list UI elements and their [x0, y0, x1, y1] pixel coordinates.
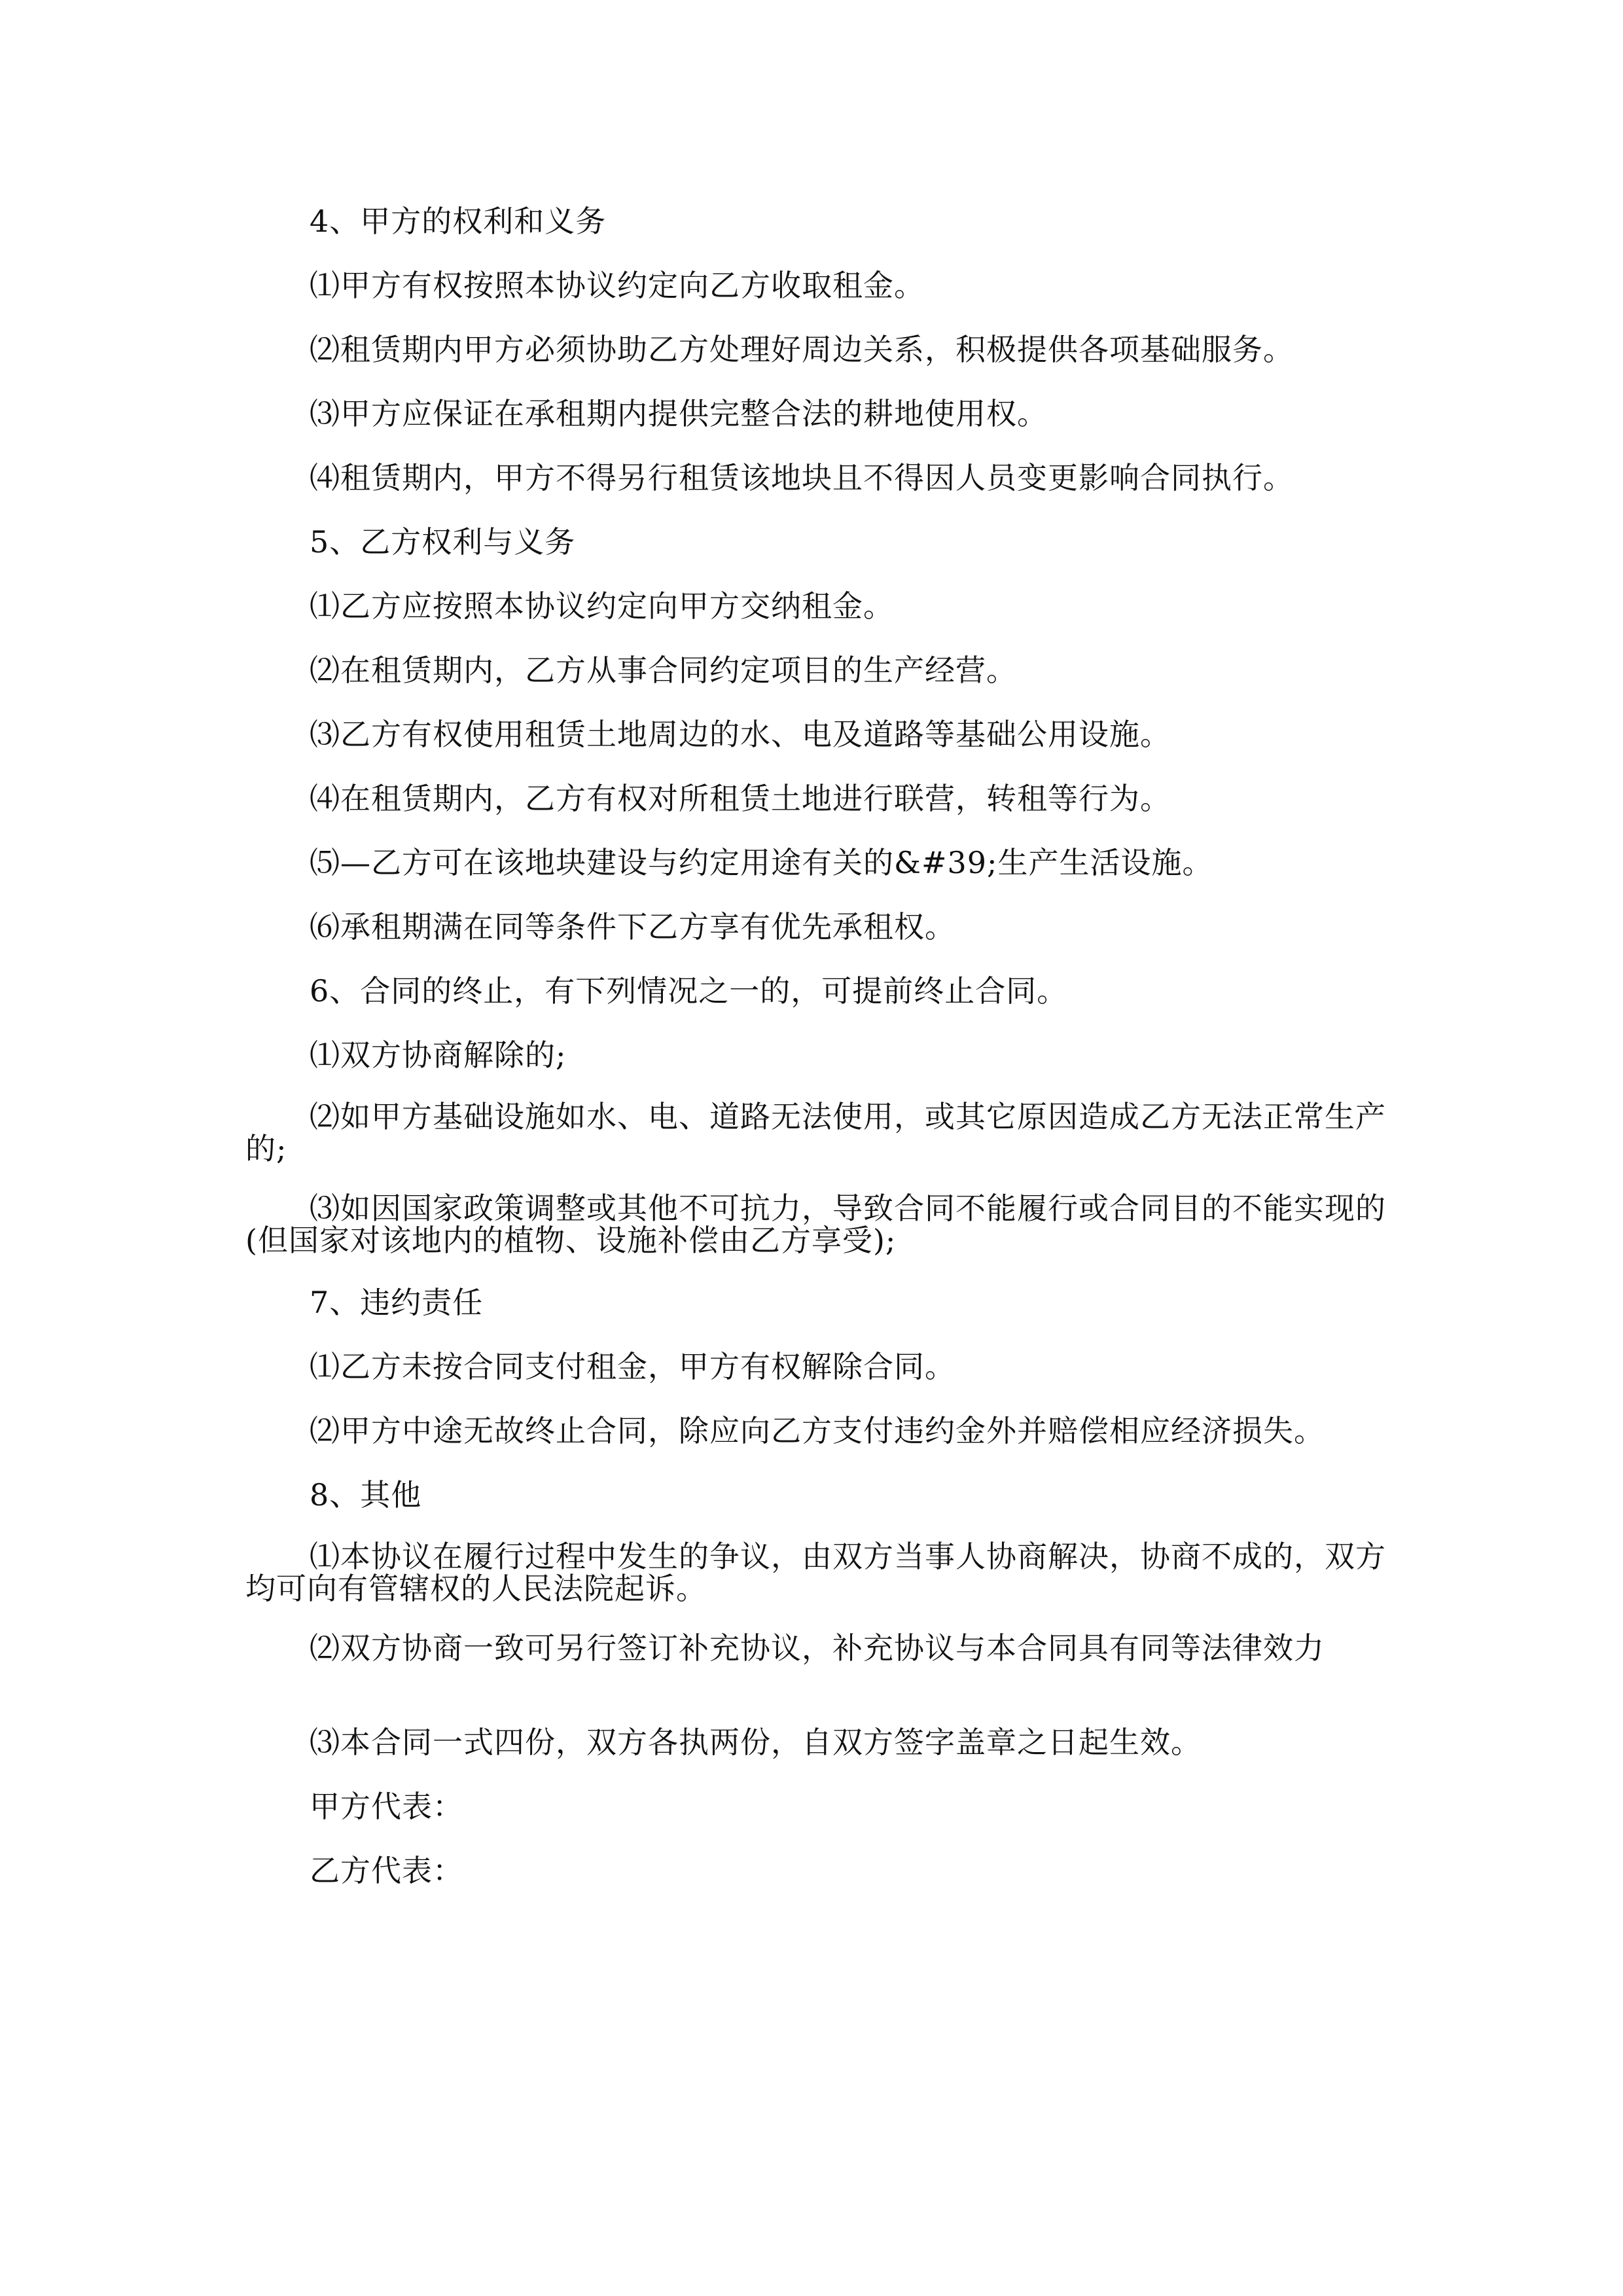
clause-8-3: ⑶本合同一式四份，双方各执两份，自双方签字盖章之日起生效。 — [310, 1725, 1202, 1760]
clause-7-2: ⑵甲方中途无故终止合同，除应向乙方支付违约金外并赔偿相应经济损失。 — [310, 1413, 1325, 1448]
clause-5-4: ⑷在租赁期内，乙方有权对所租赁土地进行联营，转租等行为。 — [310, 781, 1171, 816]
clause-4-2: ⑵租赁期内甲方必须协助乙方处理好周边关系，积极提供各项基础服务。 — [310, 332, 1294, 367]
clause-8-2: ⑵双方协商一致可另行签订补充协议，补充协议与本合同具有同等法律效力 — [310, 1630, 1325, 1666]
document-body — [245, 203, 1404, 1916]
clause-7-1: ⑴乙方未按合同支付租金，甲方有权解除合同。 — [310, 1349, 955, 1384]
clause-6-1: ⑴双方协商解除的; — [310, 1037, 567, 1073]
section-heading-8: 8、其他 — [310, 1477, 422, 1513]
clause-4-3: ⑶甲方应保证在承租期内提供完整合法的耕地使用权。 — [310, 396, 1048, 431]
section-heading-5: 5、乙方权利与义务 — [310, 524, 576, 560]
section-heading-6: 6、合同的终止，有下列情况之一的，可提前终止合同。 — [310, 973, 1068, 1009]
party-b-representative: 乙方代表： — [310, 1853, 463, 1888]
section-heading-4: 4、甲方的权利和义务 — [310, 204, 607, 239]
clause-5-5: ⑸—乙方可在该地块建设与约定用途有关的&#39;生产生活设施。 — [310, 845, 1213, 880]
clause-4-1: ⑴甲方有权按照本协议约定向乙方收取租金。 — [310, 268, 925, 303]
clause-5-1: ⑴乙方应按照本协议约定向甲方交纳租金。 — [310, 588, 894, 624]
clause-4-4: ⑷租赁期内，甲方不得另行租赁该地块且不得因人员变更影响合同执行。 — [310, 460, 1294, 495]
clause-8-1: ⑴本协议在履行过程中发生的争议，由双方当事人协商解决，协商不成的，双方均可向有管辖权的人民法院起诉。 — [245, 1539, 1386, 1606]
clause-5-6: ⑹承租期满在同等条件下乙方享有优先承租权。 — [310, 909, 955, 944]
clause-5-2: ⑵在租赁期内，乙方从事合同约定项目的生产经营。 — [310, 653, 1017, 688]
clause-5-3: ⑶乙方有权使用租赁土地周边的水、电及道路等基础公用设施。 — [310, 717, 1171, 752]
party-a-representative: 甲方代表： — [310, 1789, 463, 1824]
section-heading-7: 7、违约责任 — [310, 1285, 484, 1320]
clause-6-3: ⑶如因国家政策调整或其他不可抗力，导致合同不能履行或合同目的不能实现的(但国家对该地内的植物、设施补偿由乙方享受); — [245, 1191, 1386, 1258]
clause-6-2: ⑵如甲方基础设施如水、电、道路无法使用，或其它原因造成乙方无法正常生产的; — [245, 1099, 1386, 1166]
